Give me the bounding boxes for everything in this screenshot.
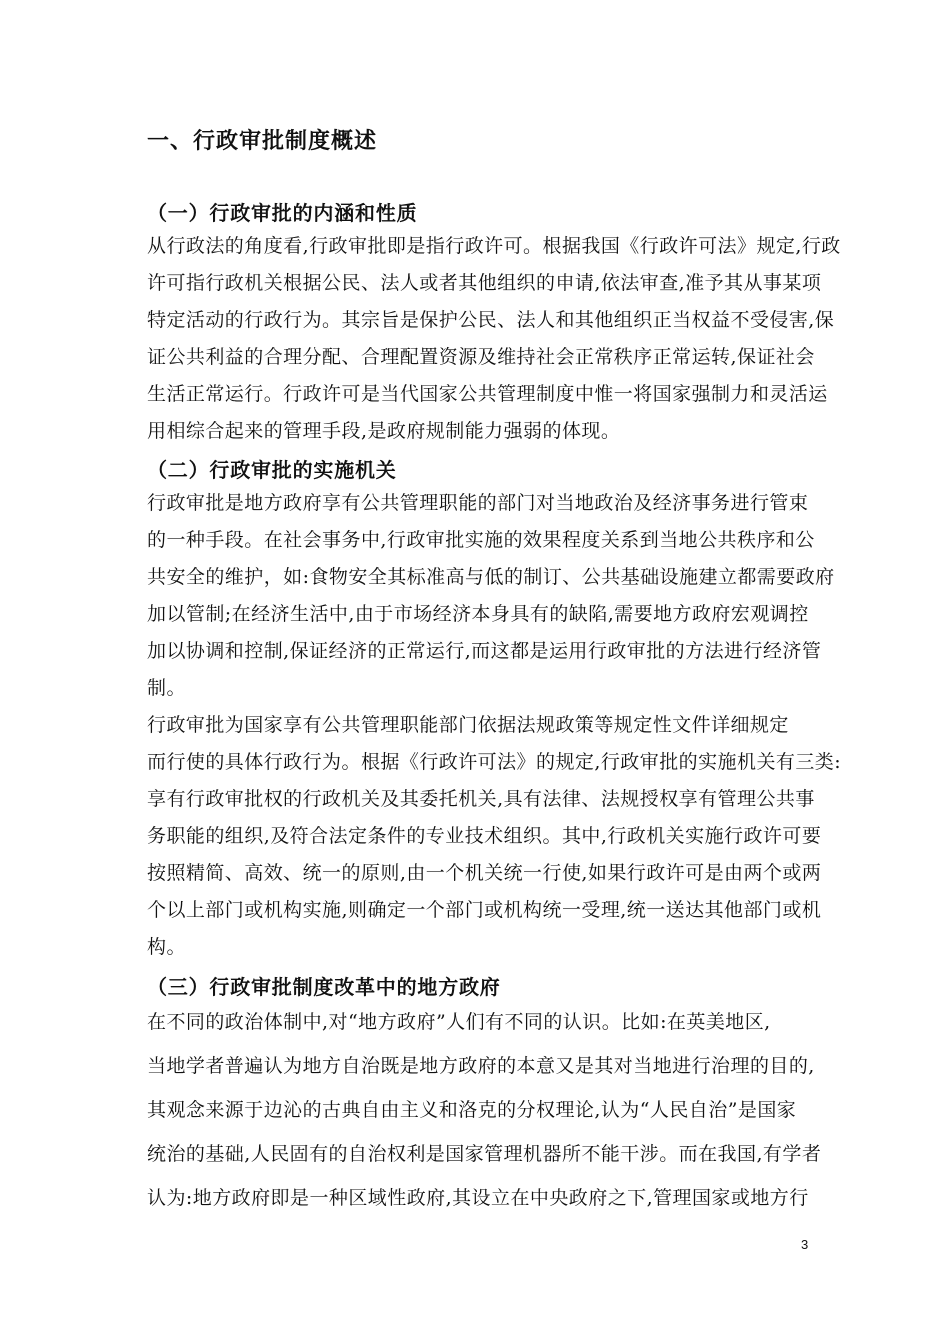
paragraph-line: 特定活动的行政行为。其宗旨是保护公民、法人和其他组织正当权益不受侵害,保 — [147, 309, 835, 331]
paragraph-line: 统治的基础,人民固有的自治权利是国家管理机器所不能干涉。而在我国,有学者 — [147, 1143, 822, 1165]
paragraph-line: 当地学者普遍认为地方自治既是地方政府的本意又是其对当地进行治理的目的, — [147, 1055, 815, 1077]
paragraph-line: 按照精简、高效、统一的原则,由一个机关统一行使,如果行政许可是由两个或两 — [147, 862, 822, 884]
page-number: 3 — [801, 1237, 809, 1252]
paragraph-line: 共安全的维护，如:食物安全其标准高与低的制订、公共基础设施建立都需要政府 — [147, 566, 835, 588]
paragraph-line: 务职能的组织,及符合法定条件的专业技术组织。其中,行政机关实施行政许可要 — [147, 825, 822, 847]
paragraph-line: 个以上部门或机构实施,则确定一个部门或机构统一受理,统一送达其他部门或机 — [147, 899, 822, 921]
section-heading-2: （二）行政审批的实施机关 — [147, 458, 397, 482]
paragraph-line: 制。 — [147, 677, 186, 699]
paragraph-line: 而行使的具体行政行为。根据《行政许可法》的规定,行政审批的实施机关有三类: — [147, 751, 842, 773]
paragraph-line: 行政审批为国家享有公共管理职能部门依据法规政策等规定性文件详细规定 — [147, 714, 789, 736]
section-heading-3: （三）行政审批制度改革中的地方政府 — [147, 975, 501, 999]
main-heading: 一、行政审批制度概述 — [147, 129, 378, 154]
paragraph-line: 在不同的政治体制中,对“地方政府”人们有不同的认识。比如:在英美地区, — [147, 1011, 771, 1033]
section-heading-1: （一）行政审批的内涵和性质 — [147, 201, 418, 225]
paragraph-line: 构。 — [147, 936, 186, 958]
paragraph-line: 的一种手段。在社会事务中,行政审批实施的效果程度关系到当地公共秩序和公 — [147, 529, 815, 551]
paragraph-line: 其观念来源于边沁的古典自由主义和洛克的分权理论,认为“人民自治”是国家 — [147, 1099, 797, 1121]
paragraph-line: 证公共利益的合理分配、合理配置资源及维持社会正常秩序正常运转,保证社会 — [147, 346, 815, 368]
paragraph-line: 享有行政审批权的行政机关及其委托机关,具有法律、法规授权享有管理公共事 — [147, 788, 815, 810]
paragraph-line: 加以管制;在经济生活中,由于市场经济本身具有的缺陷,需要地方政府宏观调控 — [147, 603, 809, 625]
paragraph-line: 从行政法的角度看,行政审批即是指行政许可。根据我国《行政许可法》规定,行政 — [147, 235, 841, 257]
paragraph-line: 许可指行政机关根据公民、法人或者其他组织的申请,依法审查,准予其从事某项 — [147, 272, 822, 294]
paragraph-line: 用相综合起来的管理手段,是政府规制能力强弱的体现。 — [147, 420, 621, 442]
paragraph-line: 生活正常运行。行政许可是当代国家公共管理制度中惟一将国家强制力和灵活运 — [147, 383, 828, 405]
paragraph-line: 加以协调和控制,保证经济的正常运行,而这都是运用行政审批的方法进行经济管 — [147, 640, 822, 662]
paragraph-line: 行政审批是地方政府享有公共管理职能的部门对当地政治及经济事务进行管束 — [147, 492, 809, 514]
paragraph-line: 认为:地方政府即是一种区域性政府,其设立在中央政府之下,管理国家或地方行 — [147, 1187, 809, 1209]
